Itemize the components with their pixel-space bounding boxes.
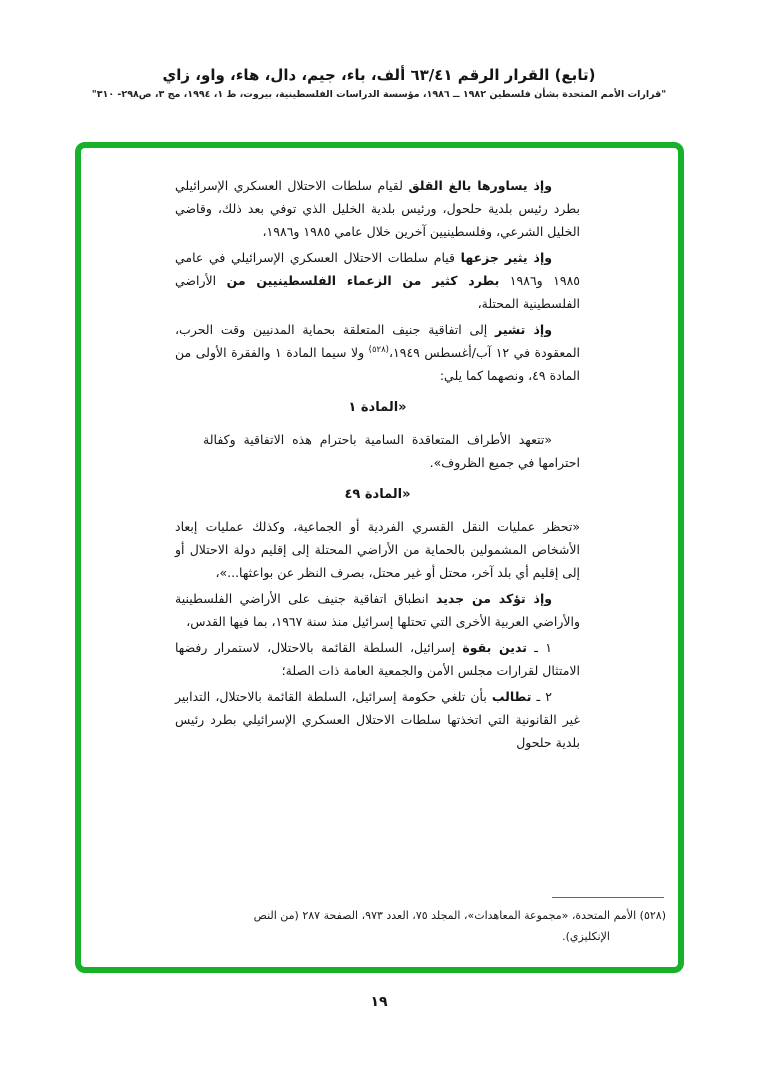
paragraph-text: ولا سيما المادة ١ والفقرة الأولى من المادة ٤٩، ونصهما كما يلي: <box>175 345 580 383</box>
paragraph-lead: وإذ تشير <box>495 322 552 337</box>
paragraph-emphasis: بطرد كثير من الزعماء الفلسطينيين من <box>226 273 500 288</box>
footnote-area <box>228 897 666 947</box>
paragraph-preamble-4 <box>175 587 580 633</box>
paragraph-preamble-2 <box>175 246 580 315</box>
item-text: بأن تلغي حكومة إسرائيل، السلطة القائمة بالاحتلال، التدابير غير القانونية التي اتخذتها سلطات الاحتلال العسكري الإسرائيلي بطرد رئيس بلدية حلحول <box>175 689 580 750</box>
page-number: ١٩ <box>370 994 388 1010</box>
page-header <box>0 0 758 100</box>
paragraph-text: لقيام سلطات الاحتلال العسكري الإسرائيلي بطرد رئيس بلدية حلحول، ورئيس بلدية الخليل الذي توفي بعد ذلك، وقاضي الخليل الشرعي، وفلسطينيين آخرين خلال عامي ١٩٨٥ و١٩٨٦، <box>175 178 580 239</box>
item-number: ١ ـ <box>534 640 553 655</box>
paragraph-preamble-3 <box>175 318 580 387</box>
operative-item-1 <box>175 636 580 682</box>
source-citation: "قرارات الأمم المتحدة بشأن فلسطين ١٩٨٢ ــ ١٩٨٦، مؤسسة الدراسات الفلسطينية، بيروت، ط ١، ١٩٩٤، مج ٣، ص٢٩٨- ٣١٠" <box>91 89 667 100</box>
article-49-quote: «تحظر عمليات النقل القسري الفردية أو الجماعية، وكذلك عمليات إبعاد الأشخاص المشمولين بالحماية من الأراضي المحتلة إلى إقليم دولة الاحتلال أو إلى إقليم أي بلد آخر، محتل أو غير محتل، بصرف النظر عن بواعثها...»، <box>175 519 580 580</box>
paragraph-text: انطباق اتفاقية جنيف على الأراضي الفلسطينية والأراضي العربية الأخرى التي تحتلها إسرائيل منذ سنة ١٩٦٧، بما فيها القدس، <box>175 591 580 629</box>
green-border-frame <box>75 142 684 973</box>
footnote-marker: (٥٢٨) <box>639 909 666 922</box>
paragraph-text: قيام سلطات الاحتلال العسكري الإسرائيلي في عامي ١٩٨٥ و١٩٨٦ <box>175 250 580 288</box>
footnote-separator <box>552 897 664 898</box>
article-49-heading: «المادة ٤٩ <box>344 487 411 502</box>
paragraph-preamble-1 <box>175 174 580 243</box>
footnote <box>228 905 666 947</box>
paragraph-text: إلى اتفاقية جنيف المتعلقة بحماية المدنيين وقت الحرب، المعقودة في ١٢ آب/أغسطس ١٩٤٩، <box>175 322 580 360</box>
item-text: إسرائيل، السلطة القائمة بالاحتلال، لاستمرار رفضها الامتثال لقرارات مجلس الأمن والجمعية العامة ذات الصلة؛ <box>175 640 580 678</box>
paragraph-lead: وإذ تؤكد من جديد <box>436 591 552 606</box>
operative-item-2 <box>175 685 580 754</box>
article-1-quote: «تتعهد الأطراف المتعاقدة السامية باحترام هذه الاتفاقية وكفالة احترامها في جميع الظروف». <box>203 432 580 470</box>
footnote-reference: (٥٢٨) <box>368 344 389 355</box>
item-lead: تدين بقوة <box>462 640 527 655</box>
resolution-title: (تابع) القرار الرقم ٦٣/٤١ ألف، باء، جيم، دال، هاء، واو، زاي <box>162 66 596 84</box>
paragraph-lead: وإذ يثير جزعها <box>460 250 553 265</box>
article-1-heading: «المادة ١ <box>348 400 407 415</box>
item-number: ٢ ـ <box>536 689 552 704</box>
paragraph-lead: وإذ يساورها بالغ القلق <box>408 178 552 193</box>
item-lead: تطالب <box>491 689 532 704</box>
footnote-text: الأمم المتحدة، «مجموعة المعاهدات»، المجلد ٧٥، العدد ٩٧٣، الصفحة ٢٨٧ (من النص الإنكليزي). <box>253 909 637 943</box>
resolution-body <box>175 174 580 754</box>
paragraph-text: الأراضي الفلسطينية المحتلة، <box>175 273 580 311</box>
